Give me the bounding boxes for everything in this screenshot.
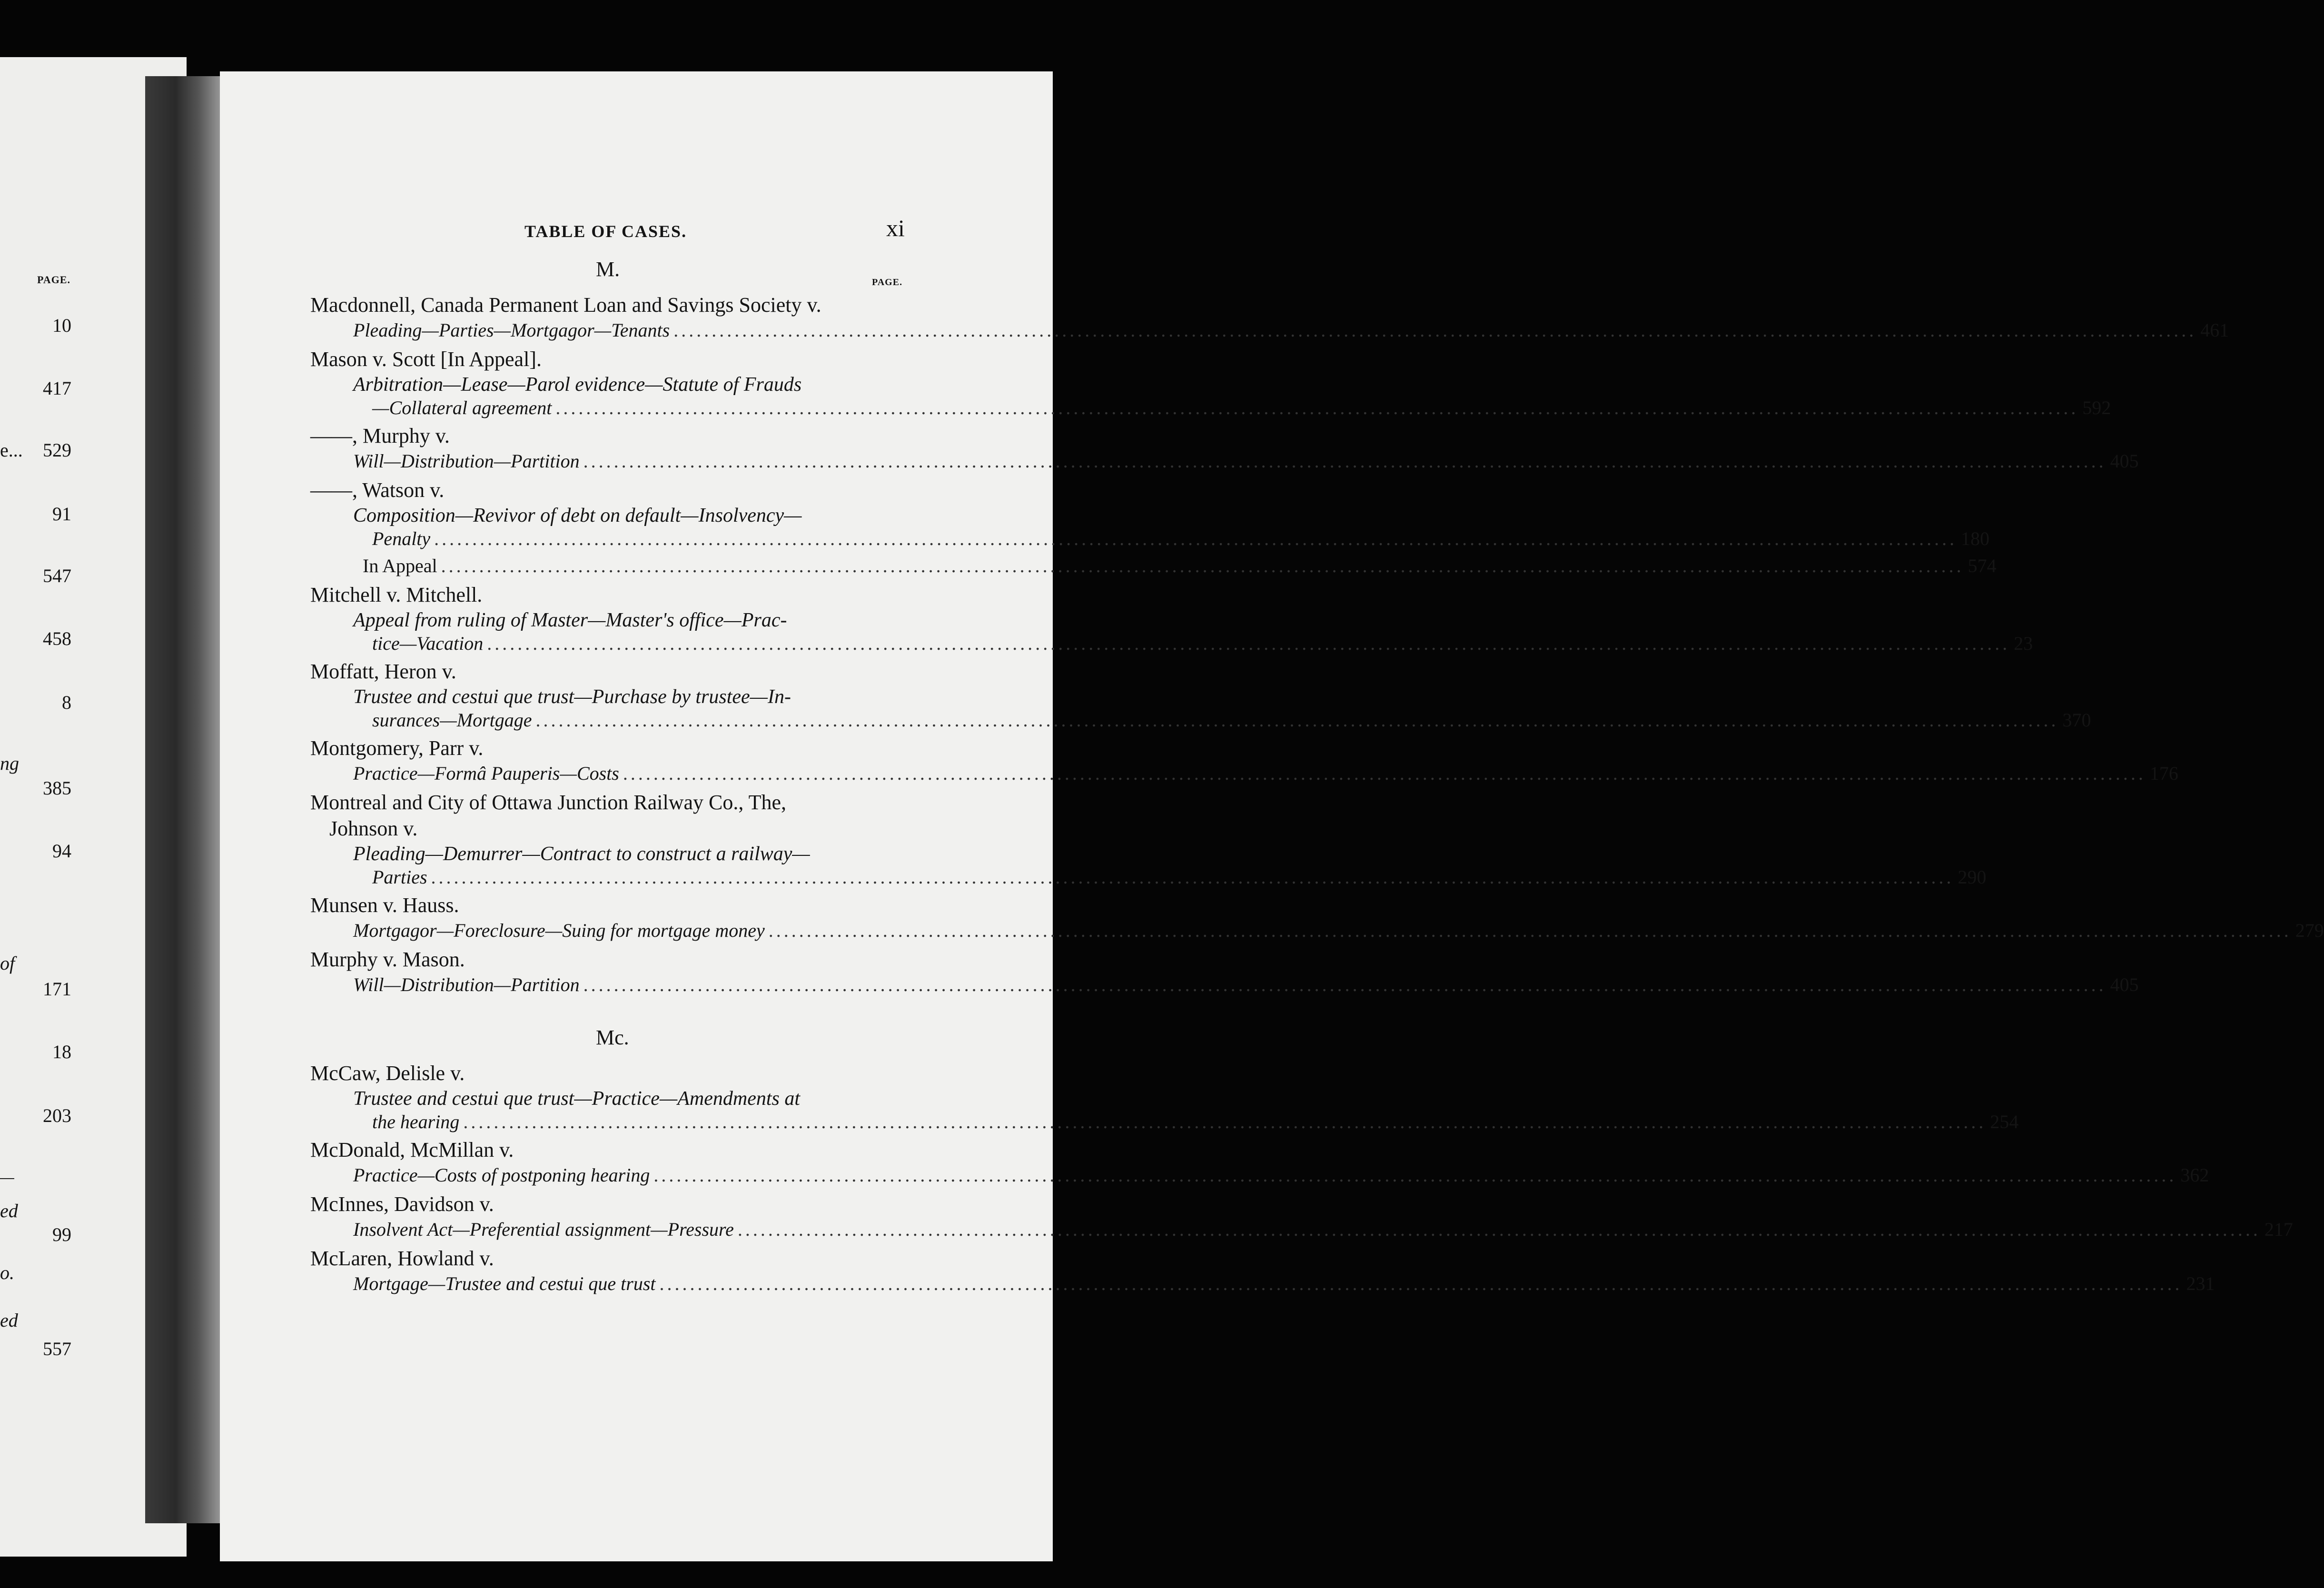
page-number: xi: [886, 215, 905, 241]
case-name: ——, Watson v.: [310, 478, 445, 502]
page-reference: 592: [2082, 397, 2111, 418]
left-page-text-fragment: o.: [0, 1262, 14, 1283]
left-page-entry-number: 529: [43, 439, 71, 461]
case-name: ——, Murphy v.: [310, 424, 450, 447]
left-page-entry-number: 94: [52, 840, 71, 862]
dot-leader: ........................................................................................................................................................................................................: [555, 397, 2079, 418]
page-column-heading: PAGE.: [872, 277, 903, 288]
subject-text: —Collateral agreement: [372, 397, 552, 418]
case-name: Mason v. Scott [In Appeal].: [310, 347, 542, 371]
subject-text: Composition—Revivor of debt on default—Insolvency—: [353, 505, 802, 526]
dot-leader: ........................................................................................................................................................................................................: [623, 763, 2146, 784]
dot-leader: ........................................................................................................................................................................................................: [583, 450, 2106, 472]
page-reference: 180: [1961, 528, 1990, 549]
dot-leader: ........................................................................................................................................................................................................: [431, 866, 1954, 888]
page-reference: 405: [2110, 450, 2139, 472]
page-reference: 217: [2264, 1219, 2293, 1240]
subject-text: Trustee and cestui que trust—Purchase by trustee—In-: [353, 686, 791, 708]
left-page-entry-number: 203: [43, 1105, 71, 1126]
left-page-entry-number: 8: [62, 692, 71, 713]
running-head: TABLE OF CASES.: [524, 222, 687, 241]
index-subject-line: [353, 762, 2178, 784]
index-subject-line: [372, 1111, 2019, 1133]
left-page-entry-number: 171: [43, 978, 71, 1000]
section-letter-heading: Mc.: [596, 1026, 629, 1049]
case-name: McDonald, McMillan v.: [310, 1138, 514, 1161]
page-reference: 279: [2295, 920, 2324, 941]
page-reference: 23: [2014, 633, 2033, 654]
case-name: Mitchell v. Mitchell.: [310, 583, 483, 606]
dot-leader: ........................................................................................................................................................................................................: [535, 709, 2059, 731]
subject-text: Penalty: [372, 528, 431, 549]
case-name: Macdonnell, Canada Permanent Loan and Savings Society v.: [310, 293, 821, 317]
page-reference: 405: [2110, 974, 2139, 995]
left-page-entry-number: 557: [43, 1338, 71, 1360]
index-subject-line: [363, 555, 1997, 577]
index-subject-line: [372, 527, 1990, 550]
subject-text: tice—Vacation: [372, 633, 484, 654]
book-gutter: [145, 76, 221, 1523]
case-name: McInnes, Davidson v.: [310, 1192, 494, 1216]
dot-leader: ........................................................................................................................................................................................................: [659, 1273, 2183, 1294]
left-page-text-fragment: ed: [0, 1200, 18, 1221]
left-page-col-head: PAGE.: [37, 274, 70, 286]
left-page-entry-number: 18: [52, 1041, 71, 1062]
page-reference: 574: [1968, 555, 1997, 576]
left-page-entry-number: 10: [52, 315, 71, 336]
subject-text: Will—Distribution—Partition: [353, 450, 580, 472]
dot-leader: ........................................................................................................................................................................................................: [653, 1164, 2177, 1186]
index-subject-line: [353, 973, 2139, 996]
left-page-entry-number: 91: [52, 503, 71, 525]
dot-leader: ........................................................................................................................................................................................................: [463, 1111, 1987, 1132]
index-subject-line: [353, 919, 2324, 942]
dot-leader: ........................................................................................................................................................................................................: [737, 1219, 2261, 1240]
subject-text: Arbitration—Lease—Parol evidence—Statute of Frauds: [353, 374, 802, 396]
left-page-entry-number: 99: [52, 1224, 71, 1245]
table-of-cases-page: [220, 71, 2324, 1561]
subject-text: surances—Mortgage: [372, 709, 532, 731]
case-name: Munsen v. Hauss.: [310, 893, 459, 917]
dot-leader: ........................................................................................................................................................................................................: [487, 633, 2010, 654]
subject-text: Trustee and cestui que trust—Practice—Amendments at: [353, 1088, 801, 1110]
subject-text: the hearing: [372, 1111, 460, 1132]
case-name: McCaw, Delisle v.: [310, 1062, 465, 1085]
subject-text: Pleading—Parties—Mortgagor—Tenants: [353, 319, 670, 341]
case-name: Montgomery, Parr v.: [310, 736, 484, 760]
subject-text: Parties: [372, 866, 427, 888]
dot-leader: ........................................................................................................................................................................................................: [768, 920, 2292, 941]
index-subject-line: [372, 397, 2111, 419]
left-page-text-fragment: ng: [0, 753, 19, 774]
index-subject-line: [372, 632, 2033, 655]
index-subject-line: [353, 1218, 2293, 1241]
index-subject-line: [353, 450, 2139, 472]
subject-text: Will—Distribution—Partition: [353, 974, 580, 995]
dot-leader: ........................................................................................................................................................................................................: [583, 974, 2106, 995]
section-letter-heading: M.: [596, 258, 620, 281]
case-name: Murphy v. Mason.: [310, 948, 465, 971]
page-reference: 290: [1958, 866, 1987, 888]
index-subject-line: [372, 709, 2091, 731]
left-page-text-fragment: of: [0, 953, 15, 974]
left-page-text-fragment: e...: [0, 439, 23, 461]
subject-text: Mortgage—Trustee and cestui que trust: [353, 1273, 656, 1294]
left-page-entry-number: 547: [43, 565, 71, 586]
page-reference: 231: [2186, 1273, 2215, 1294]
dot-leader: ........................................................................................................................................................................................................: [434, 528, 1958, 549]
left-page-rule: [0, 1178, 14, 1179]
page-reference: 370: [2062, 709, 2091, 731]
subject-text: Pleading—Demurrer—Contract to construct a railway—: [353, 843, 810, 865]
subject-text: In Appeal: [363, 555, 437, 576]
subject-text: Insolvent Act—Preferential assignment—Pressure: [353, 1219, 734, 1240]
dot-leader: ........................................................................................................................................................................................................: [673, 319, 2197, 341]
page-reference: 254: [1990, 1111, 2019, 1132]
index-subject-line: [353, 1164, 2209, 1186]
dot-leader: ........................................................................................................................................................................................................: [441, 555, 1964, 576]
subject-text: Mortgagor—Foreclosure—Suing for mortgage money: [353, 920, 765, 941]
index-subject-line: [353, 1272, 2215, 1295]
left-page-entry-number: 385: [43, 777, 71, 799]
case-name: McLaren, Howland v.: [310, 1247, 494, 1270]
index-subject-line: [353, 319, 2229, 341]
case-name-continued: Johnson v.: [329, 817, 418, 840]
left-page-entry-number: 458: [43, 628, 71, 649]
subject-text: Practice—Formâ Pauperis—Costs: [353, 763, 619, 784]
page-reference: 362: [2180, 1164, 2209, 1186]
case-name: Moffatt, Heron v.: [310, 660, 456, 683]
page-content: [220, 71, 2324, 1561]
index-subject-line: [372, 866, 1987, 888]
page-reference: 176: [2149, 763, 2178, 784]
left-page-entry-number: 417: [43, 377, 71, 399]
subject-text: Practice—Costs of postponing hearing: [353, 1164, 650, 1186]
page-reference: 461: [2200, 319, 2229, 341]
case-name: Montreal and City of Ottawa Junction Railway Co., The,: [310, 791, 787, 814]
left-page-text-fragment: ed: [0, 1310, 18, 1331]
subject-text: Appeal from ruling of Master—Master's office—Prac-: [353, 609, 787, 631]
